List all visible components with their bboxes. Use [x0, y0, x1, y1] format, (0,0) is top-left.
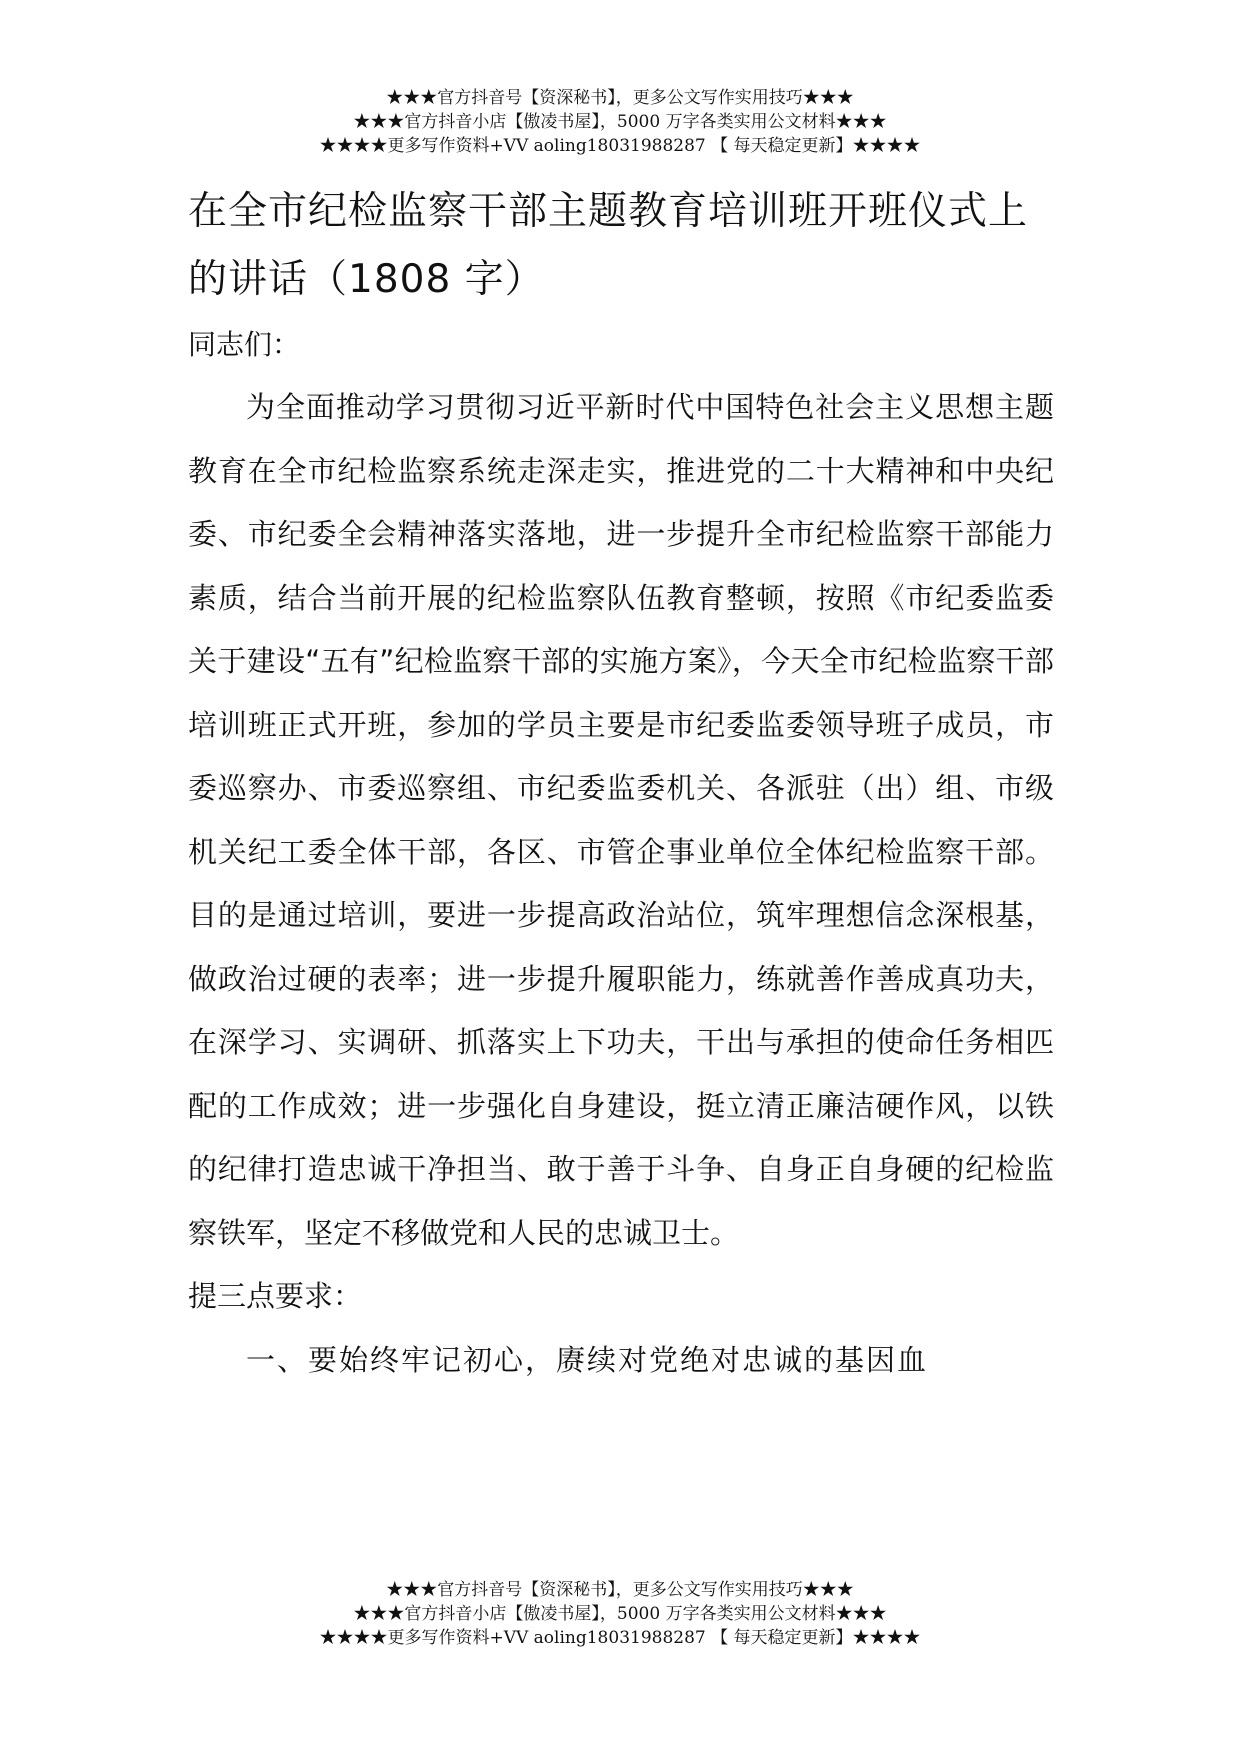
body-paragraph-1: 为全面推动学习贯彻习近平新时代中国特色社会主义思想主题教育在全市纪检监察系统走深走实，推进党的二十大精神和中央纪委、市纪委全会精神落实落地，进一步提升全市纪检监察干部能力素质，结合当前开展的纪检监察队伍教育整顿，按照《市纪委监委关于建设“五有”纪检监察干部的实施方案》，今天全市纪检监察干部培训班正式开班，参加的学员主要是市纪委监委领导班子成员，市委巡察办、市委巡察组、市纪委监委机关、各派驻（出）组、市级机关纪工委全体干部，各区、市管企事业单位全体纪检监察干部。目的是通过培训，要进一步提高政治站位，筑牢理想信念深根基，做政治过硬的表率；进一步提升履职能力，练就善作善成真功夫，在深学习、实调研、抓落实上下功夫，干出与承担的使命任务相匹配的工作成效；进一步强化自身建设，挺立清正廉洁硬作风，以铁的纪律打造忠诚干净担当、敢于善于斗争、自身正自身硬的纪检监察铁军，坚定不移做党和人民的忠诚卫士。: [188, 390, 1054, 1250]
document-title: 在全市纪检监察干部主题教育培训班开班仪式上的讲话（1808 字）: [188, 189, 1029, 302]
footer-line-3: ★★★★更多写作资料+VV aoling18031988287 【 每天稳定更新】★★★★: [319, 1628, 921, 1648]
header-banner: [0, 86, 1240, 158]
header-line-2: ★★★官方抖音小店【傲凌书屋】，5000 万字各类实用公文材料★★★: [353, 112, 887, 132]
header-line-1: ★★★官方抖音号【资深秘书】，更多公文写作实用技巧★★★: [386, 88, 854, 108]
footer-line-1: ★★★官方抖音号【资深秘书】，更多公文写作实用技巧★★★: [386, 1580, 854, 1600]
footer-line-2: ★★★官方抖音小店【傲凌书屋】，5000 万字各类实用公文材料★★★: [353, 1604, 887, 1624]
header-line-3: ★★★★更多写作资料+VV aoling18031988287 【 每天稳定更新】★★★★: [319, 136, 921, 156]
footer-banner: [0, 1578, 1240, 1650]
section-heading-1: 一、要始终牢记初心，赓续对党绝对忠诚的基因血: [246, 1342, 929, 1377]
body-paragraph-2: 提三点要求：: [188, 1279, 363, 1313]
document-body: [188, 178, 1054, 1392]
salutation: 同志们：: [188, 328, 301, 361]
